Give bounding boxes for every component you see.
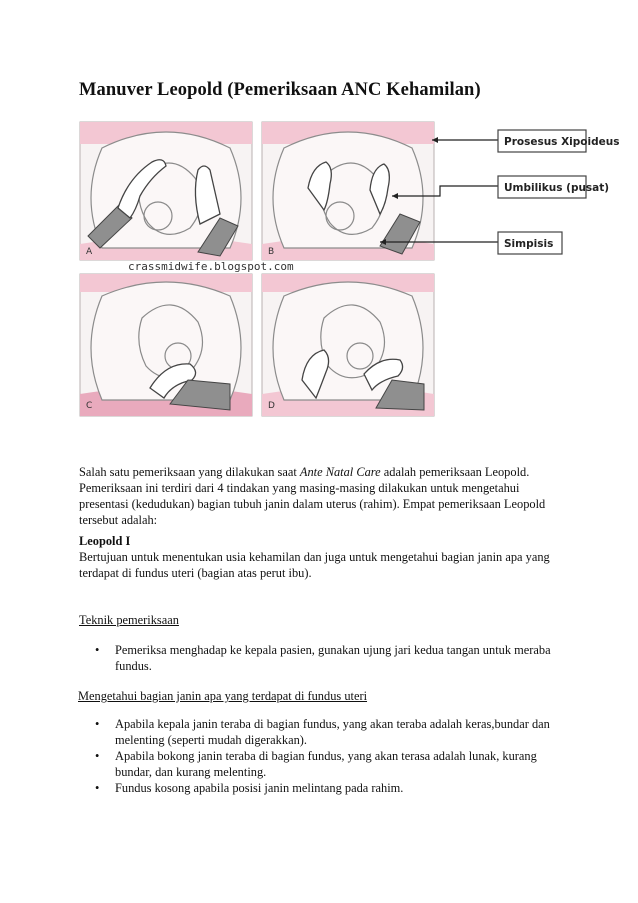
list-item: • Apabila bokong janin teraba di bagian fundus, yang akan terasa adalah lunak, kurang bundar, dan kurang melenting. (95, 748, 555, 780)
list-item: • Apabila kepala janin teraba di bagian fundus, yang akan teraba adalah keras,bundar dan melenting (seperti mudah digerakkan). (95, 716, 555, 748)
list-item: • Fundus kosong apabila posisi janin melintang pada rahim. (95, 780, 555, 796)
panel-letter-b: B (268, 247, 275, 257)
bagian-list (95, 716, 555, 796)
panel-letter-c: C (86, 401, 93, 411)
label-xipoideus (432, 130, 619, 152)
watermark: crassmidwife.blogspot.com (128, 260, 294, 273)
bagian-heading: Mengetahui bagian janin apa yang terdapat di fundus uteri (78, 689, 368, 703)
svg-text:Umbilikus (pusat): Umbilikus (pusat) (504, 182, 610, 194)
panel-d (262, 274, 434, 416)
leopold-1-heading: Leopold I (79, 534, 131, 548)
panel-a (80, 122, 252, 260)
teknik-heading: Teknik pemeriksaan (79, 613, 179, 627)
leopold-1-description: Bertujuan untuk menentukan usia kehamilan dan juga untuk mengetahui bagian janin apa yang terdapat di fundus uteri (bagian atas perut ibu). (79, 550, 550, 580)
panel-letter-a: A (86, 247, 93, 257)
teknik-list (95, 642, 555, 674)
panel-letter-d: D (268, 401, 275, 411)
intro-emphasis: Ante Natal Care (299, 465, 381, 479)
intro-paragraph: Salah satu pemeriksaan yang dilakukan saat Ante Natal Care adalah pemeriksaan Leopold. Pemeriksaan ini terdiri dari 4 tindakan yang masing-masing dilakukan untuk mengetahui presentasi (kedudukan) bagian tubuh janin dalam uterus (rahim). Empat pemeriksaan Leopold tersebut adalah: (79, 465, 546, 527)
page-title: Manuver Leopold (Pemeriksaan ANC Kehamilan) (79, 80, 481, 100)
svg-text:Simpisis: Simpisis (504, 238, 554, 250)
panel-b (262, 122, 434, 260)
panel-c (80, 274, 252, 416)
svg-text:Prosesus Xipoideus: Prosesus Xipoideus (504, 136, 620, 148)
leopold-illustration (80, 118, 620, 430)
list-item: • Pemeriksa menghadap ke kepala pasien, gunakan ujung jari kedua tangan untuk meraba fundus. (95, 642, 555, 674)
